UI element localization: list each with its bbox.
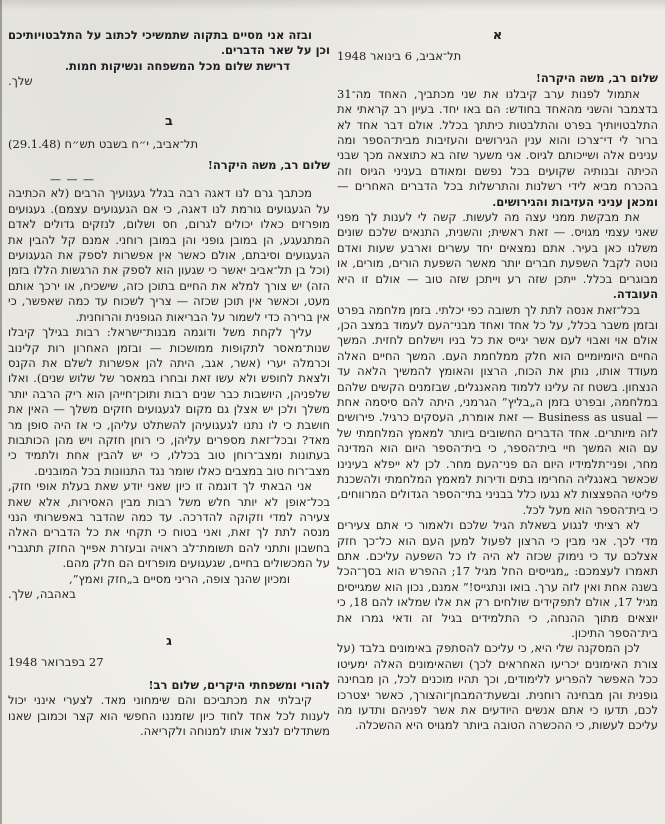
letter-a-date: תל־אביב, 6 בינואר 1948	[337, 49, 462, 63]
letter-b-paragraph-1: מכתבך גרם לנו דאגה רבה בגלל געגועיך הרבים (לא הכתיבה על הגעגועים גורמת לנו דאגה, כי אם הגעגועים עצמם). געגועים מופרזים כאלו יכולים לגרום, חס ושלום, לנזקים גדולים לאדם המתגעגע, הן במובן גופני והן במובן רוחני. אמנם קל להבין את הגעגועים וסיבתם, אולם כאשר אין אפשרות לספק את הגעגועים (וכל בן תל־אביב יאשר כי שגעון הוא לספק את הרגשות הללו בזמן הזה) יש צורך למלא את החיים בתוכן כזה, שישכיח, או ירכך אותם מעט, וכאשר אין תוכן שכזה — צריך לשכוח עד כמה שאפשר, כי אין ברירה כדי לשמור על הבריאות הגופנית והרוחנית.	[8, 186, 330, 324]
letter-a-paragraph-1	[337, 87, 658, 210]
letter-b-salutation: שלום רב, משה היקרה!	[207, 158, 330, 173]
letter-a-regards-line: דרישת שלום מכל המשפחה ונשיקות חמות.	[65, 58, 290, 73]
letter-b-date: תל־אביב, י״ח בשבט תש״ח (29.1.48)	[8, 136, 198, 151]
left-column	[8, 0, 330, 739]
letter-a-paragraph-1-text: אתמול לפנות ערב קיבלנו את שני מכתביך, האחד מה־31 בדצמבר והשני מהאחד בחודש: הם באו יחד. בעיון רב קראתי את התלבטויותיך בפרט והתלבטות כיתתך בכלל. אולם דבר אחד לא ברור לי די־צרכו והוא ענין הגירושים והעזיבות מבית־הספר ומה ענינים אלה ושייכותם לגיוס. אני משער שזה בא כתוצאה מכך שבני הכיתה ובנותיה שקועים בכל נפשם ומאודם בעניני הגיוס וזה בהכרח מביא לידי רשלנות והתרשלות בכל הדברים האחרים —	[337, 86, 658, 194]
letter-a-paragraph-2-bold-run: העובדה.	[612, 287, 658, 302]
letter-b-paragraph-2: עליך לקחת משל ודוגמה מבנות־ישראל: רבות בגילך קיבלו שנות־מאסר לתקופות ממושכות — ובזמן האחרון רות קלינוב וכרמלה יערי (אשר, אגב, היתה להן אפשרות לשלם את הקנס ולצאת לחופש ולא עשו זאת ובחרו במאסר של שלוש שנים). ואלו שלפניהן, היושבות כבר שנים רבות ותוכן־חייהן הוא ריק הרבה יותר משלך ולכן יש אצלן גם מקום לגעגועים חזקים משלך — האין את חושבת כי לו נתנו לגעגועיהן להשתלט עליהן, כי אז היה סופן מר מאד? ובכל־זאת מספרים עליהן, כי רוחן חזקה ויש מהן הכותבות בעתונות ומצב־רוחן טוב בכללו, כי יש להבין אחת ולתמיד כי מצב־רוח טוב במצבים כאלו שומר נגד התנוונות בכל המובנים.	[8, 325, 330, 478]
omission-separator-wrap	[8, 173, 330, 186]
letter-a-closing-paragraph: ובזה אני מסיים בתקוה שתמשיכי לכתוב על התלבטויותיכם וכן על שאר הדברים.	[8, 28, 330, 58]
letter-a-section-label: א	[492, 28, 503, 43]
letter-b-section-label: ב	[165, 113, 173, 129]
letter-a-paragraph-2	[337, 210, 658, 302]
letter-b-paragraph-3: אני הבאתי לך דוגמה זו כיון שאני יודע שאת בעלת אופי חזק, בכל־אופן לא יותר חלש משל רבות מבין האסירות, אלא שאת צעירה למדי וזקוקה להדרכה. עד כמה שהדבר באפשרותי הנני מנסה לתת לך זאת, ואני בטוח כי תקחי את כל הדברים האלה בחשבון ותתני להם תשומת־לב ראויה ובעזרת אפייך החזק תתגברי על המכשולים בחיים, שגעגועים מופרזים הם חלק מהם.	[8, 479, 330, 571]
right-column	[337, 0, 658, 734]
letter-b-signature: באהבה, שלך.	[8, 587, 76, 601]
letter-a-paragraph-3: בכל־זאת אנסה לתת לך תשובה כפי יכלתי. בזמן מלחמה בפרט ובזמן משבר בכלל, על כל אחד ואחד מבני־העם לעמוד במצב הכן, אולם אוי ואבוי לעם אשר יגייס את כל בניו וישלחם לחזית. המשך החיים היומיומיים הוא חלק ממלחמת העם. המשך החיים האלה מעודד אותו, נותן את הכוח, הרצון והאומץ להמשיך הלאה עד הנצחון. בשטח זה עלינו ללמוד מהאנגלים, שבזמנים הקשים שלהם במלחמה, ובפרט בזמן ה„בליץ” הגרמני, היתה להם סיסמה אחת — Business as usual — זאת אומרת, העסקים כרגיל. פירושים לזה מיותרים. אחד הדברים החשובים ביותר למאמץ המלחמתי של עם הוא המשך חיי בית־הספר, כי בית־הספר היום הוא המדינה מחר, ופני־תלמידיו היום הם פני־העם מחר. לכן לא ייפלא בעינינו שכאשר באנגליה החרימו בתים ודירות למאמץ המלחמתי ולהשכנת פליטי ההפצצות לא נגעו כלל בבניני בתי־הספר הגדולים המרווחים, כי בית־הספר הוא מעל לכל.	[337, 302, 658, 517]
letter-a-signature: שלך.	[8, 74, 33, 89]
letter-c-date: 27 בפברואר 1948	[8, 655, 104, 670]
letter-a-paragraph-4: לא רציתי לנגוע בשאלת הגיל שלכם ולאמור כי אתם צעירים מדי לכך. אני מבין כי הרצון לפעול למען העם הוא כל־כך חזק אצלכם עד כי נימוק שכזה לא היה לו כל השפעה עליכם. אתם תאמרו לעצמכם: „מגייסים החל מגיל 17; ההפרש הוא בסך־הכל בשנה אחת ואין לזה ערך. בואו ונתגייס!” אמנם, נכון הוא שמגייסים מגיל 17, אולם לתפקידים שולחים רק את אלו שמלאו להם 18, כי יוצאים מתוך ההנחה, כי התלמידים בגיל זה ודאי גמרו את בית־הספר התיכון.	[337, 518, 659, 641]
letter-a-salutation: שלום רב, משה היקרה!	[535, 71, 658, 86]
letter-a-paragraph-2-text: את מבקשת ממני עצה מה לעשות. קשה לי לענות לך מפני שאני עצמי מגויס. — זאת ראשית; והשנית, התנאים שלכם שונים משלנו כאן בעיר. אתם נמצאים יחד עשרים וארבע שעות ואדם נוטה לקבל השפעת חברים יותר מאשר השפעת הורים, מורים, או מבוגרים בכלל. ייתכן שזה רע וייתכן שזה טוב — אולם זו היא	[337, 210, 658, 286]
letter-c-paragraph-1: קיבלתי את מכתביכם והם שימחוני מאד. לצערי אינני יכול לענות לכל אחד לחוד כיון שזמננו החפשי הוא קצר וכמובן שאנו משתדלים לנצל אותו למנוחה ולקריאה.	[8, 693, 330, 739]
letter-b	[8, 114, 330, 603]
letter-c-salutation: להורי ומשפחתי היקרים, שלום רב!	[148, 677, 330, 692]
letter-c	[8, 634, 330, 739]
letter-c-section-label: ג	[166, 634, 172, 650]
letter-a-paragraph-5: לכן המסקנה שלי היא, כי עליכם להסתפק באימונים בלבד (על צורת האימונים יכריעו האחראים לכך) ושהאימונים האלה ימעיטו ככל האפשר להפריע ללימודים, וכך תהיו מוכנים לכל, הן מבחינה גופנית והן מבחינה רוחנית. ובשעת־המבחן־והצורך, כאשר יצטרכו לכם, תדעו כי אתם אנשים היודעים את אשר לפניהם ותדעו מה עליכם לעשות, כי ההכשרה הטובה ביותר למגויס היא ההשכלה.	[337, 641, 658, 733]
omission-separator-dashes: — — —	[50, 173, 95, 187]
letter-a-paragraph-1-bold-run: ומכאן עניני העזיבות והגירושים.	[492, 194, 658, 209]
letter-b-closing-line: ומכיון שהנך צופה, הריני מסיים ב„חזק ואמץ”,	[69, 571, 290, 586]
letter-a-ending	[8, 28, 330, 90]
